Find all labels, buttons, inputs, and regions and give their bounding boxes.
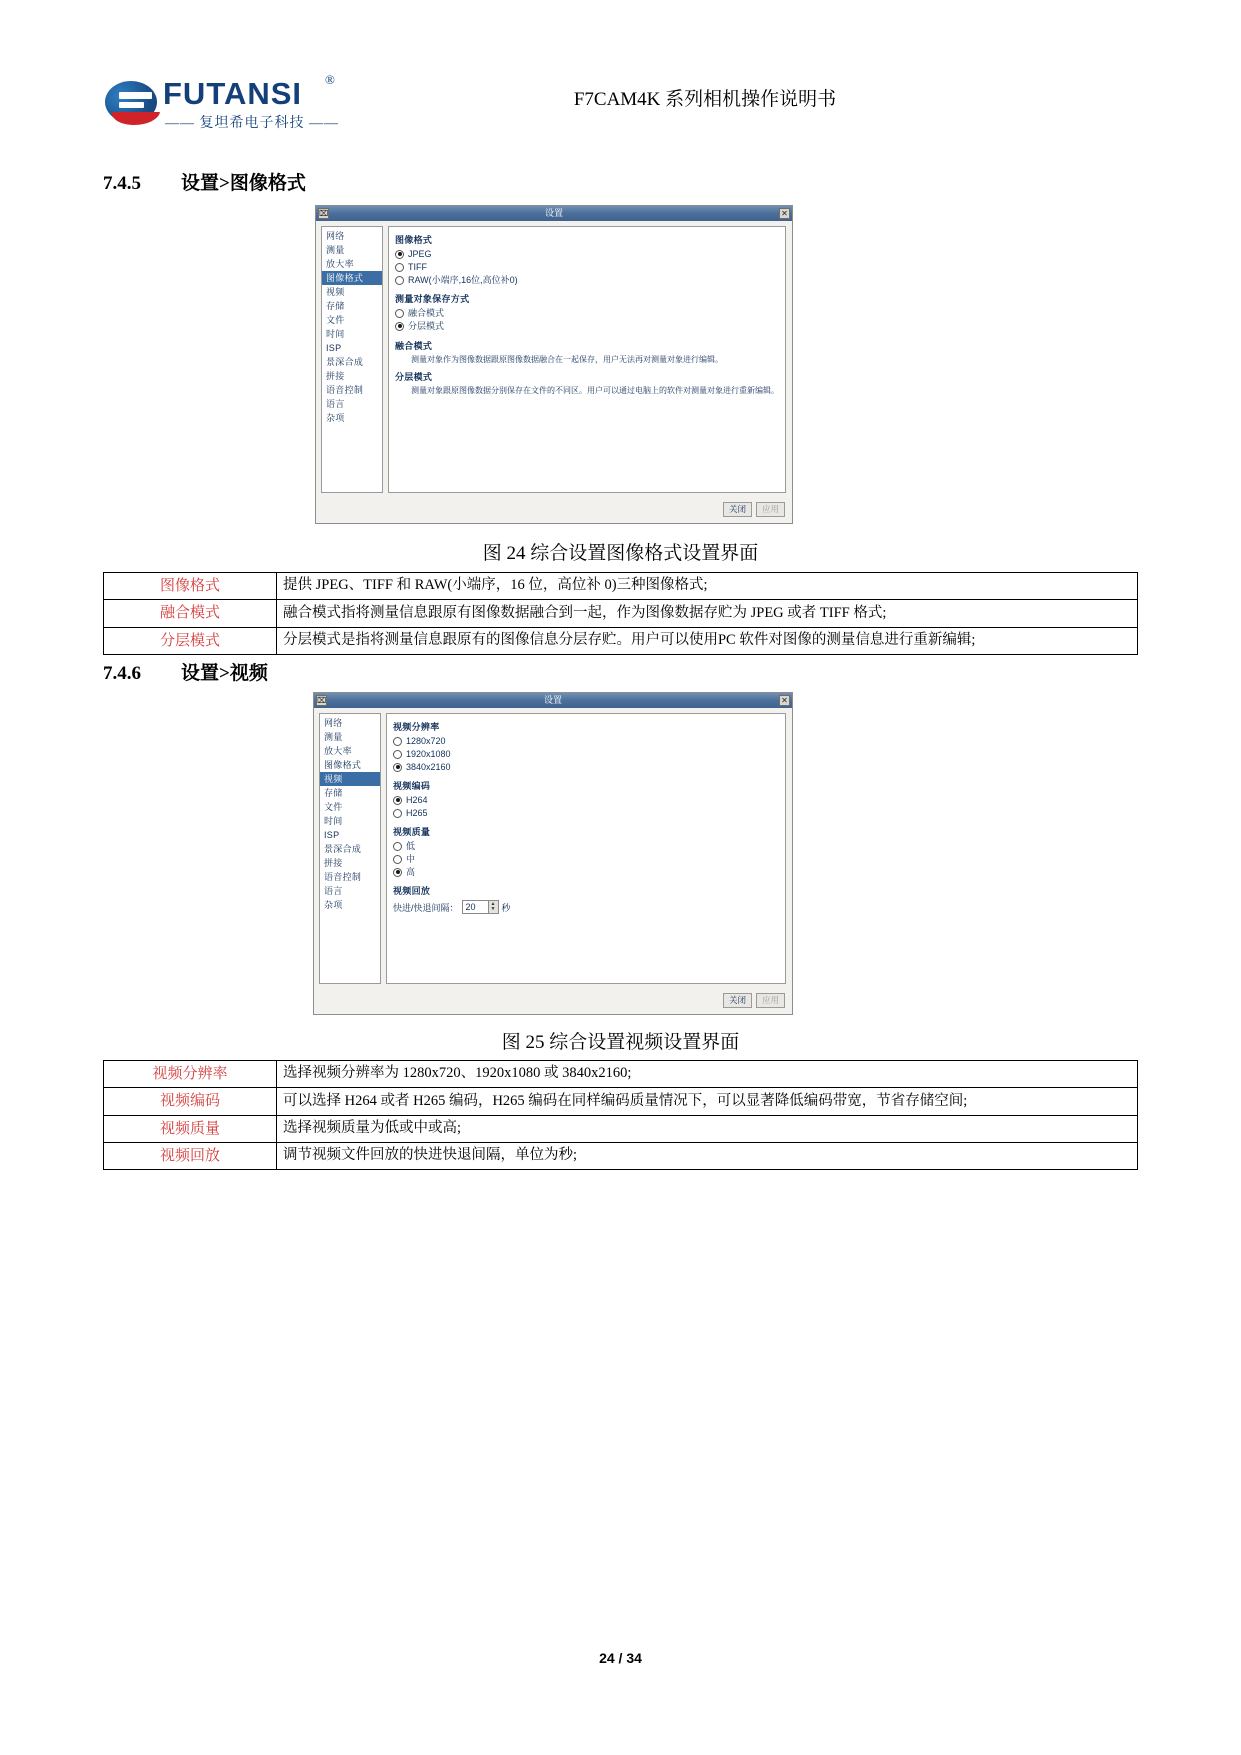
playback-interval-unit: 秒	[501, 902, 511, 913]
page-number: 24 / 34	[599, 1650, 642, 1666]
row-value: 调节视频文件回放的快进快退间隔，单位为秒;	[277, 1142, 1138, 1169]
sidebar-item-stitching[interactable]: 拼接	[324, 858, 343, 868]
note-text-layered: 测量对象跟原图像数据分别保存在文件的不同区。用户可以通过电脑上的软件对测量对象进行重新编辑。	[411, 386, 779, 395]
radio-codec-h264[interactable]	[393, 794, 779, 806]
sidebar-item-file[interactable]: 文件	[324, 802, 343, 812]
row-value: 提供 JPEG、TIFF 和 RAW(小端序，16 位，高位补 0)三种图像格式;	[277, 573, 1138, 600]
sidebar-item-image-format[interactable]: 图像格式	[322, 271, 382, 285]
group-title-codec: 视频编码	[393, 781, 431, 791]
sidebar-item-misc[interactable]: 杂项	[324, 900, 343, 910]
radio-res-1920x1080-icon[interactable]	[393, 750, 402, 759]
registered-trademark-icon: ®	[325, 72, 335, 87]
row-value: 分层模式是指将测量信息跟原有的图像信息分层存贮。用户可以使用PC 软件对图像的测量信息进行重新编辑;	[277, 627, 1138, 654]
figure-caption-24: 图 24 综合设置图像格式设置界面	[482, 543, 759, 564]
radio-quality-high-label: 高	[406, 867, 416, 877]
radio-res-3840x2160-label: 3840x2160	[406, 762, 451, 772]
table-row	[104, 1115, 1138, 1142]
radio-res-1280x720-icon[interactable]	[393, 737, 402, 746]
radio-quality-low-icon[interactable]	[393, 842, 402, 851]
radio-jpeg-icon[interactable]	[395, 250, 404, 259]
logo-wordmark: FUTANSI	[163, 76, 303, 111]
sidebar-item-file[interactable]: 文件	[326, 315, 345, 325]
radio-res-1920x1080-label: 1920x1080	[406, 749, 451, 759]
close-icon[interactable]: ✕	[779, 208, 790, 219]
table-row	[104, 600, 1138, 627]
sidebar-item-storage[interactable]: 存储	[324, 788, 343, 798]
close-button[interactable]: 关闭	[723, 502, 752, 517]
radio-codec-h264-label: H264	[406, 795, 428, 805]
radio-fusion-mode-label: 融合模式	[408, 308, 445, 318]
row-key: 视频编码	[104, 1088, 277, 1115]
radio-res-1280x720[interactable]	[393, 735, 779, 747]
table-video	[103, 1060, 1138, 1170]
radio-tiff-icon[interactable]	[395, 263, 404, 272]
sidebar-item-magnification[interactable]: 放大率	[324, 746, 352, 756]
radio-codec-h265-label: H265	[406, 808, 428, 818]
radio-raw-icon[interactable]	[395, 276, 404, 285]
sidebar-item-isp[interactable]: ISP	[324, 830, 340, 840]
sidebar-item-misc[interactable]: 杂项	[326, 413, 345, 423]
sidebar-item-depth-composite[interactable]: 景深合成	[324, 844, 362, 854]
row-key: 图像格式	[104, 573, 277, 600]
dialog-titlebar	[314, 693, 792, 708]
row-value: 可以选择 H264 或者 H265 编码，H265 编码在同样编码质量情况下，可以显著降低编码带宽，节省存储空间;	[277, 1088, 1138, 1115]
radio-quality-low-label: 低	[406, 841, 416, 851]
note-title-fusion: 融合模式	[395, 341, 433, 351]
settings-sidebar[interactable]	[319, 713, 381, 984]
group-title-quality: 视频质量	[393, 827, 431, 837]
sidebar-item-voice-control[interactable]: 语音控制	[324, 872, 362, 882]
system-menu-icon[interactable]: ⌧	[319, 209, 329, 218]
radio-layered-mode-label: 分层模式	[408, 321, 445, 331]
sidebar-item-stitching[interactable]: 拼接	[326, 371, 345, 381]
sidebar-item-time[interactable]: 时间	[326, 329, 345, 339]
note-text-fusion: 测量对象作为图像数据跟原图像数据融合在一起保存，用户无法再对测量对象进行编辑。	[411, 355, 723, 364]
radio-res-1920x1080[interactable]	[393, 748, 779, 760]
radio-res-1280x720-label: 1280x720	[406, 736, 446, 746]
table-row	[104, 573, 1138, 600]
table-row	[104, 1061, 1138, 1088]
page-header	[105, 70, 1140, 140]
sidebar-item-video[interactable]: 视频	[320, 772, 380, 786]
radio-res-3840x2160-icon[interactable]	[393, 763, 402, 772]
section-title: 设置>图像格式	[181, 173, 306, 194]
sidebar-item-storage[interactable]: 存储	[326, 301, 345, 311]
radio-quality-high-icon[interactable]	[393, 868, 402, 877]
row-key: 视频回放	[104, 1142, 277, 1169]
dialog-footer	[723, 502, 785, 517]
sidebar-item-network[interactable]: 网络	[324, 718, 343, 728]
apply-button[interactable]: 应用	[756, 993, 785, 1008]
radio-quality-medium-label: 中	[406, 854, 416, 864]
radio-raw-label: RAW(小端序,16位,高位补0)	[408, 275, 518, 285]
radio-codec-h265-icon[interactable]	[393, 809, 402, 818]
settings-dialog-video[interactable]	[313, 692, 793, 1015]
dialog-titlebar	[316, 206, 792, 221]
apply-button[interactable]: 应用	[756, 502, 785, 517]
document-title: F7CAM4K 系列相机操作说明书	[573, 89, 837, 110]
section-number: 7.4.6	[103, 663, 141, 684]
row-value: 选择视频分辨率为 1280x720、1920x1080 或 3840x2160;	[277, 1061, 1138, 1088]
radio-jpeg[interactable]	[395, 248, 779, 260]
company-logo	[105, 70, 375, 140]
row-value: 选择视频质量为低或中或高;	[277, 1115, 1138, 1142]
radio-raw[interactable]	[395, 274, 779, 286]
sidebar-item-depth-composite[interactable]: 景深合成	[326, 357, 364, 367]
close-icon[interactable]: ✕	[779, 695, 790, 706]
section-title: 设置>视频	[181, 663, 268, 684]
radio-tiff-label: TIFF	[408, 262, 427, 272]
row-value: 融合模式指将测量信息跟原有图像数据融合到一起，作为图像数据存贮为 JPEG 或者 TIFF 格式;	[277, 600, 1138, 627]
playback-interval-stepper[interactable]	[462, 900, 499, 914]
radio-layered-mode-icon[interactable]	[395, 322, 404, 331]
row-key: 视频质量	[104, 1115, 277, 1142]
radio-quality-low[interactable]	[393, 840, 779, 852]
row-key: 视频分辨率	[104, 1061, 277, 1088]
sidebar-item-image-format[interactable]: 图像格式	[324, 760, 362, 770]
section-number: 7.4.5	[103, 173, 141, 194]
dialog-footer	[723, 993, 785, 1008]
stepper-arrows-icon[interactable]: ▲ ▼	[488, 901, 498, 913]
figure-caption-25: 图 25 综合设置视频设置界面	[501, 1032, 740, 1053]
system-menu-icon[interactable]: ⌧	[317, 696, 327, 705]
sidebar-item-measure[interactable]: 测量	[324, 732, 343, 742]
dialog-title: 设置	[543, 695, 562, 705]
radio-quality-high[interactable]	[393, 866, 779, 878]
sidebar-item-magnification[interactable]: 放大率	[326, 259, 354, 269]
radio-res-3840x2160[interactable]	[393, 761, 779, 773]
sidebar-item-time[interactable]: 时间	[324, 816, 343, 826]
radio-codec-h264-icon[interactable]	[393, 796, 402, 805]
group-title-resolution: 视频分辨率	[393, 722, 440, 732]
group-title-save-mode: 测量对象保存方式	[395, 294, 470, 304]
settings-dialog-image-format[interactable]	[315, 205, 793, 524]
sidebar-item-language[interactable]: 语言	[324, 886, 343, 896]
radio-fusion-mode-icon[interactable]	[395, 309, 404, 318]
playback-interval-value[interactable]: 20	[465, 902, 476, 912]
sidebar-item-measure[interactable]: 测量	[326, 245, 345, 255]
logo-mark-icon	[105, 78, 163, 126]
sidebar-item-video[interactable]: 视频	[326, 287, 345, 297]
table-row	[104, 1088, 1138, 1115]
radio-layered-mode[interactable]	[395, 320, 779, 332]
group-title-playback: 视频回放	[393, 886, 431, 896]
playback-interval-label: 快进/快退间隔：	[393, 902, 459, 913]
radio-fusion-mode[interactable]	[395, 307, 779, 319]
table-image-format	[103, 572, 1138, 655]
group-title-image-format: 图像格式	[395, 235, 433, 245]
radio-jpeg-label: JPEG	[408, 249, 432, 259]
image-format-panel	[388, 226, 786, 493]
sidebar-item-isp[interactable]: ISP	[326, 343, 342, 353]
logo-subtitle: —— 复坦希电子科技 ——	[165, 116, 339, 131]
radio-tiff[interactable]	[395, 261, 779, 273]
sidebar-item-voice-control[interactable]: 语音控制	[326, 385, 364, 395]
section-heading-746	[103, 658, 268, 685]
close-button[interactable]: 关闭	[723, 993, 752, 1008]
radio-codec-h265[interactable]	[393, 807, 779, 819]
table-row	[104, 627, 1138, 654]
settings-sidebar[interactable]	[321, 226, 383, 493]
note-title-layered: 分层模式	[395, 372, 433, 382]
playback-interval-row	[393, 900, 779, 914]
table-row	[104, 1142, 1138, 1169]
dialog-title: 设置	[544, 208, 563, 218]
video-panel	[386, 713, 786, 984]
section-heading-745	[103, 168, 306, 195]
sidebar-item-language[interactable]: 语言	[326, 399, 345, 409]
radio-quality-medium[interactable]	[393, 853, 779, 865]
row-key: 融合模式	[104, 600, 277, 627]
radio-quality-medium-icon[interactable]	[393, 855, 402, 864]
row-key: 分层模式	[104, 627, 277, 654]
sidebar-item-network[interactable]: 网络	[326, 231, 345, 241]
